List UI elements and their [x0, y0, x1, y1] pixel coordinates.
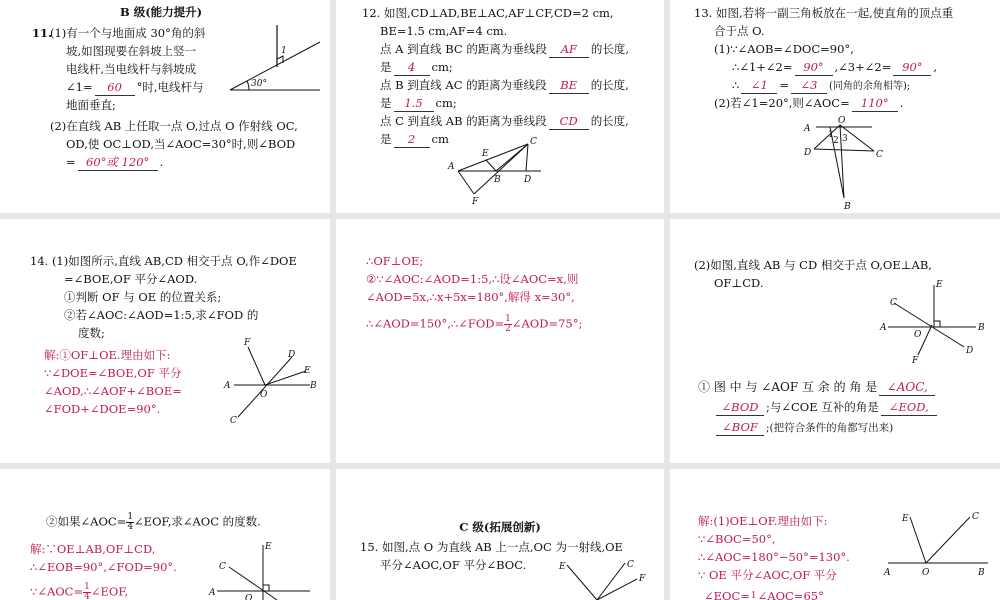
answer-text: ∴∠AOD=150°,∴∠FOD= — [366, 316, 505, 331]
answer-line: ∴∠AOC=180°−50°=130°. — [698, 550, 850, 564]
q12-answer-blank: 2 — [394, 131, 430, 148]
fraction-numerator: 1 — [84, 582, 90, 592]
point-label: B — [310, 381, 317, 391]
point-label: B — [978, 568, 985, 577]
answer-line: ∵∠DOE=∠BOE,OF 平分 — [44, 366, 182, 380]
q13-answer-blank: 110° — [852, 95, 898, 112]
point-label: A — [224, 381, 231, 391]
q13-line — [732, 59, 937, 76]
fraction — [126, 513, 134, 532]
q13-line — [732, 77, 910, 95]
q12-text: 点 A 到直线 BC 的距离为垂线段 — [380, 42, 547, 56]
q12-text: 点 C 到直线 AB 的距离为垂线段 — [380, 114, 547, 128]
point-label: O — [838, 116, 846, 126]
q13-text: , — [933, 60, 937, 74]
q11-text: °时,电线杆与 — [136, 80, 204, 94]
set-squares-figure — [800, 113, 900, 211]
panel-q14-part2-answer — [0, 469, 330, 600]
panel-q11 — [0, 0, 330, 213]
point-label: A — [880, 323, 887, 333]
answer-text: ∠AOC=65° — [757, 589, 824, 600]
q11-text: = — [66, 155, 76, 169]
q12-answer-blank: BE — [549, 77, 589, 94]
q12-text: 的长度, — [590, 78, 629, 92]
point-label: O — [914, 330, 922, 340]
answer-text: ∠AOD=75°; — [511, 316, 583, 331]
point-label: C — [530, 137, 537, 147]
point-label: C — [972, 512, 979, 522]
panel-q13 — [670, 0, 1000, 213]
q14-line: ②若∠AOC:∠AOD=1:5,求∠FOD 的 — [64, 308, 259, 322]
q14-answer-blank: ∠BOD — [716, 399, 764, 416]
q13-answer-blank: 90° — [893, 59, 931, 76]
q11-line: OD,使 OC⊥OD,当∠AOC=30°时,则∠BOD — [66, 137, 296, 151]
q14-line — [714, 419, 893, 436]
q14-line: 14. (1)如图所示,直线 AB,CD 相交于点 O,作∠DOE — [30, 254, 297, 268]
q14-answer-blank: ∠BOF — [716, 419, 764, 436]
fraction — [750, 592, 758, 600]
q12-line — [380, 77, 629, 94]
angle-label: 2 — [833, 136, 839, 146]
q14-line: 度数; — [78, 326, 105, 340]
q13-line: (1)∵∠AOB=∠DOC=90°, — [714, 42, 854, 56]
q13-text: ∴∠1+∠2= — [732, 60, 793, 74]
point-label: E — [559, 562, 566, 572]
q12-line: BE=1.5 cm,AF=4 cm. — [380, 24, 508, 38]
point-label: C — [230, 416, 237, 425]
q13-line: 13. 如图,若将一副三角板放在一起,使直角的顶点重 — [694, 6, 954, 20]
panel-q15-answer — [670, 469, 1000, 600]
q13-line: 合于点 O. — [714, 24, 765, 38]
point-label: C — [219, 562, 226, 572]
panel-q15 — [336, 469, 664, 600]
q11-line — [66, 154, 163, 171]
point-label: A — [209, 588, 216, 598]
point-label: O — [245, 594, 253, 600]
point-label: E — [265, 542, 272, 552]
q11-line: 电线杆,当电线杆与斜坡成 — [66, 62, 197, 76]
point-label: B — [978, 323, 985, 333]
point-label: E — [304, 366, 311, 376]
q12-line — [380, 95, 457, 112]
q12-text: 是 — [380, 60, 392, 74]
angle-label: 30° — [251, 79, 267, 89]
answer-text: ∠EOF, — [90, 584, 129, 599]
answer-line — [366, 315, 582, 334]
q12-line — [380, 131, 449, 148]
q13-answer-blank: ∠1 — [741, 77, 777, 94]
point-label: A — [884, 568, 891, 577]
q14-text: ∠EOF,求∠AOC 的度数. — [134, 514, 261, 529]
answer-line: 解:(1)OE⊥OF.理由如下: — [698, 514, 828, 528]
q12-text: cm — [431, 132, 449, 146]
q12-text: 的长度, — [590, 114, 629, 128]
q12-line — [380, 113, 629, 130]
q14-text: ②如果∠AOC= — [46, 514, 127, 529]
point-label: O — [260, 390, 268, 400]
rays-figure — [551, 557, 651, 600]
q11-answer-blank: 60°或 120° — [78, 154, 158, 171]
q11-line: 地面垂直; — [66, 98, 116, 112]
point-label: F — [244, 338, 251, 348]
q14-line: =∠BOE,OF 平分∠AOD. — [64, 272, 198, 286]
point-label: F — [472, 197, 479, 207]
q12-line — [380, 59, 453, 76]
angle-label: 1 — [828, 130, 834, 140]
triangle-perpendiculars-figure — [446, 136, 546, 208]
answer-line — [704, 588, 824, 600]
q14-line: ①判断 OF 与 OE 的位置关系; — [64, 290, 222, 304]
q13-answer-blank: 90° — [795, 59, 833, 76]
answer-text: ∠EOC= — [704, 589, 750, 600]
intersecting-lines-figure — [220, 337, 325, 425]
q11-line: 坡,如图现要在斜坡上竖一 — [66, 44, 197, 58]
q12-text: 是 — [380, 96, 392, 110]
fraction-denominator: 4 — [127, 522, 134, 532]
q11-line — [66, 79, 204, 96]
q14-text: ;与∠COE 互补的角是 — [766, 400, 879, 414]
q14-line: OF⊥CD. — [714, 276, 764, 290]
answer-line: ②∵∠AOC:∠AOD=1:5,∴设∠AOC=x,则 — [366, 272, 579, 286]
q13-line — [714, 95, 903, 112]
fraction — [83, 583, 91, 600]
q14-line — [46, 513, 261, 532]
q12-line: 12. 如图,CD⊥AD,BE⊥AC,AF⊥CF,CD=2 cm, — [362, 6, 614, 20]
angle-label: 3 — [842, 134, 848, 144]
fraction-numerator: 1 — [127, 512, 134, 522]
q12-answer-blank: 1.5 — [394, 95, 434, 112]
slope-pole-figure — [225, 20, 325, 95]
fraction-numerator: 1 — [505, 314, 511, 324]
point-label: E — [936, 280, 943, 290]
q13-answer-blank: ∠3 — [791, 77, 827, 94]
q11-answer-blank: 60 — [95, 79, 135, 96]
q13-text: ,∠3+∠2= — [834, 60, 892, 74]
panel-q12 — [336, 0, 664, 213]
angle-label: 1 — [281, 46, 287, 56]
fraction — [504, 315, 512, 334]
answer-line — [30, 583, 128, 600]
panel-q14-part2 — [670, 219, 1000, 463]
q14-line: (2)如图,直线 AB 与 CD 相交于点 O,OE⊥AB, — [694, 258, 932, 272]
answer-line: 解:∵OE⊥AB,OF⊥CD, — [30, 542, 156, 556]
answer-line: ∵ OE 平分∠AOC,OF 平分 — [698, 568, 837, 582]
panel-q14-continued — [336, 219, 664, 463]
point-label: F — [912, 356, 919, 365]
q14-line — [698, 379, 937, 396]
point-label: O — [922, 568, 930, 577]
answer-line: ∠AOD,∴∠AOF+∠BOE= — [44, 384, 182, 398]
q14-answer-blank: ∠EOD, — [881, 399, 937, 416]
q12-answer-blank: CD — [549, 113, 589, 130]
perpendicular-lines-figure — [205, 535, 315, 600]
point-label: D — [288, 350, 296, 360]
section-heading-b: B 级(能力提升) — [120, 5, 203, 19]
q11-line: (2)在直线 AB 上任取一点 O,过点 O 作射线 OC, — [50, 119, 298, 133]
fraction-denominator: 4 — [84, 592, 90, 600]
point-label: C — [627, 560, 634, 570]
answer-line: ∵∠BOC=50°, — [698, 532, 776, 546]
point-label: B — [844, 202, 851, 211]
point-label: A — [804, 124, 811, 134]
q12-answer-blank: AF — [549, 41, 589, 58]
point-label: F — [639, 574, 646, 584]
q12-text: 点 B 到直线 AC 的距离为垂线段 — [380, 78, 547, 92]
point-label: A — [448, 162, 455, 172]
q12-text: cm; — [435, 96, 457, 110]
point-label: D — [804, 148, 812, 158]
q14-text: ① 图 中 与 ∠AOF 互 余 的 角 是 — [698, 380, 878, 394]
q14-text: ;(把符合条件的角都写出来) — [766, 422, 894, 434]
q11-text: ∠1= — [66, 80, 93, 94]
point-label: E — [482, 149, 489, 159]
point-label: C — [876, 150, 883, 160]
q13-text: . — [899, 96, 904, 110]
q12-text: cm; — [431, 60, 453, 74]
panel-q14 — [0, 219, 330, 463]
q13-text: ∴ — [732, 78, 740, 92]
q12-line — [380, 41, 629, 58]
question-number: 11. — [32, 26, 53, 40]
answer-line: ∠FOD+∠DOE=90°. — [44, 402, 161, 416]
q15-line: 平分∠AOC,OF 平分∠BOC. — [380, 558, 527, 572]
q13-text: (2)若∠1=20°,则∠AOC= — [714, 96, 850, 110]
point-label: E — [902, 514, 909, 524]
q11-text: . — [159, 155, 164, 169]
q14-line — [714, 399, 939, 416]
q13-text: = — [779, 78, 789, 92]
q12-text: 是 — [380, 132, 392, 146]
q12-text: 的长度, — [590, 42, 630, 56]
q12-answer-blank: 4 — [394, 59, 430, 76]
q11-line: (1)有一个与地面成 30°角的斜 — [50, 26, 206, 40]
answer-line: ∴∠EOB=90°,∠FOD=90°. — [30, 560, 177, 574]
answer-line: 解:①OF⊥OE.理由如下: — [44, 348, 171, 362]
rays-on-line-figure — [880, 509, 995, 577]
section-heading-c: C 级(拓展创新) — [459, 520, 541, 534]
q15-line: 15. 如图,点 O 为直线 AB 上一点,OC 为一射线,OE — [360, 540, 623, 554]
answer-line: ∠AOD=5x,∴x+5x=180°,解得 x=30°, — [366, 290, 575, 304]
fraction-numerator: 1 — [750, 591, 757, 600]
point-label: D — [524, 175, 532, 185]
point-label: D — [966, 346, 974, 356]
perpendicular-lines-figure — [876, 275, 996, 365]
q14-answer-blank: ∠AOC, — [879, 379, 935, 396]
point-label: C — [890, 298, 897, 308]
point-label: B — [494, 175, 501, 185]
q13-text: (同角的余角相等); — [828, 81, 911, 92]
fraction-denominator: 2 — [505, 324, 511, 334]
answer-line: ∴OF⊥OE; — [366, 254, 424, 268]
answer-text: ∵∠AOC= — [30, 584, 84, 599]
